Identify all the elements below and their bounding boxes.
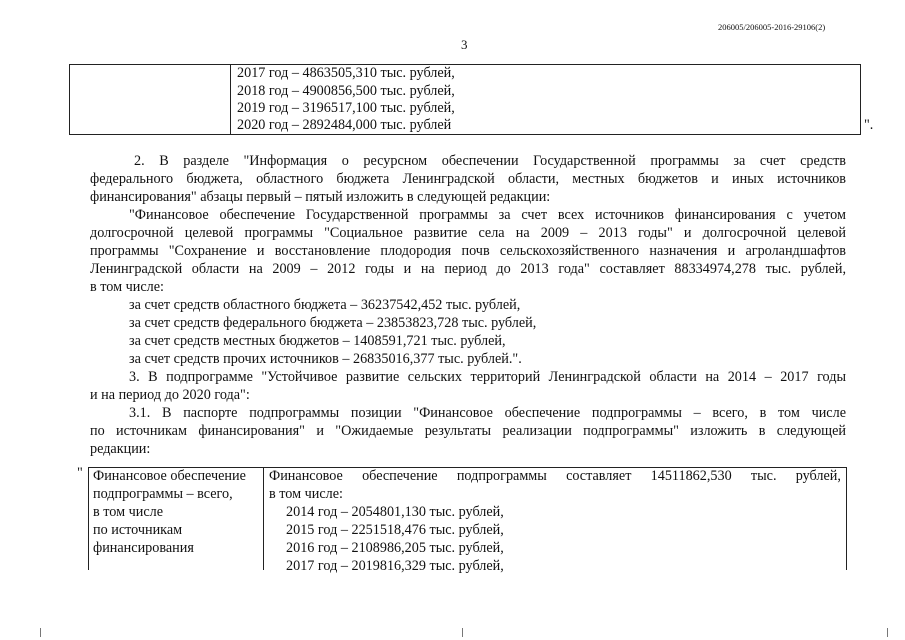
quote-para-line-4: Ленинградской области на 2009 – 2012 годы и на период до 2013 года" составляет 88334974,278 тыс. рублей, [90,261,846,277]
top-table-year-2017: 2017 год – 4863505,310 тыс. рублей, [237,65,455,81]
section-3-line-1: 3. В подпрограмме "Устойчивое развитие сельских территорий Ленинградской области на 2014 – 2017 годы [129,369,846,385]
page-number: 3 [461,37,468,52]
left-cell-line-4: по источникам [93,522,183,538]
closing-quote: ". [864,117,874,133]
opening-quote: " [77,465,83,481]
scan-edge-mark [462,628,463,637]
intro-word: составляет [566,468,632,484]
bottom-table-year-2017: 2017 год – 2019816,329 тыс. рублей, [286,558,504,574]
intro-word: подпрограммы [456,468,547,484]
left-cell-line-5: финансирования [93,540,194,556]
top-table-year-2018: 2018 год – 4900856,500 тыс. рублей, [237,83,455,99]
bottom-table-year-2015: 2015 год – 2251518,476 тыс. рублей, [286,522,504,538]
bottom-table-year-2014: 2014 год – 2054801,130 тыс. рублей, [286,504,504,520]
section-2-line-1: 2. В разделе "Информация о ресурсном обеспечении Государственной программы за счет средств [134,153,846,169]
section-3-line-2: и на период до 2020 года": [90,387,250,403]
intro-word: обеспечение [362,468,438,484]
section-2-line-2: федерального бюджета, областного бюджета Ленинградской области, местных бюджетов и иных источников [90,171,846,187]
bottom-table-year-2016: 2016 год – 2108986,205 тыс. рублей, [286,540,504,556]
intro-word: тыс. [750,468,777,484]
left-cell-line-1: Финансовое обеспечение [93,468,246,484]
left-cell-line-3: в том числе [93,504,164,520]
intro-word: Финансовое [269,468,343,484]
top-table-year-2020: 2020 год – 2892484,000 тыс. рублей [237,117,452,133]
section-3-1-line-2: по источникам финансирования" и "Ожидаемые результаты реализации подпрограммы" изложить в следующей [90,423,846,439]
source-regional-budget: за счет средств областного бюджета – 36237542,452 тыс. рублей, [129,297,521,313]
scan-edge-mark [887,628,888,637]
section-3-1-line-1: 3.1. В паспорте подпрограммы позиции "Финансовое обеспечение подпрограммы – всего, в том числе [129,405,846,421]
left-cell-line-2: подпрограммы – всего, [93,486,233,502]
right-cell-intro-line-1 [269,467,841,486]
top-table-year-2019: 2019 год – 3196517,100 тыс. рублей, [237,100,455,116]
intro-word: рублей, [795,468,841,484]
source-federal-budget: за счет средств федерального бюджета – 23853823,728 тыс. рублей, [129,315,537,331]
quote-para-line-1: "Финансовое обеспечение Государственной программы за счет всех источников финансирования с учетом [129,207,846,223]
document-id: 206005/206005-2016-29106(2) [718,22,826,32]
quote-para-line-2: долгосрочной целевой программы "Социальное развитие села на 2009 – 2013 годы" и долгосрочной целевой [90,225,846,241]
section-3-1-line-3: редакции: [90,441,151,457]
right-cell-intro-line-2: в том числе: [269,486,343,502]
source-local-budgets: за счет средств местных бюджетов – 1408591,721 тыс. рублей, [129,333,506,349]
section-2-line-3: финансирования" абзацы первый – пятый изложить в следующей редакции: [90,189,551,205]
quote-para-line-3: программы "Сохранение и восстановление плодородия почв сельскохозяйственного назначения и агроландшафтов [90,243,846,259]
quote-para-line-5: в том числе: [90,279,164,295]
intro-total: 14511862,530 [650,468,732,484]
scan-edge-mark [40,628,41,637]
source-other: за счет средств прочих источников – 26835016,377 тыс. рублей.". [129,351,522,367]
